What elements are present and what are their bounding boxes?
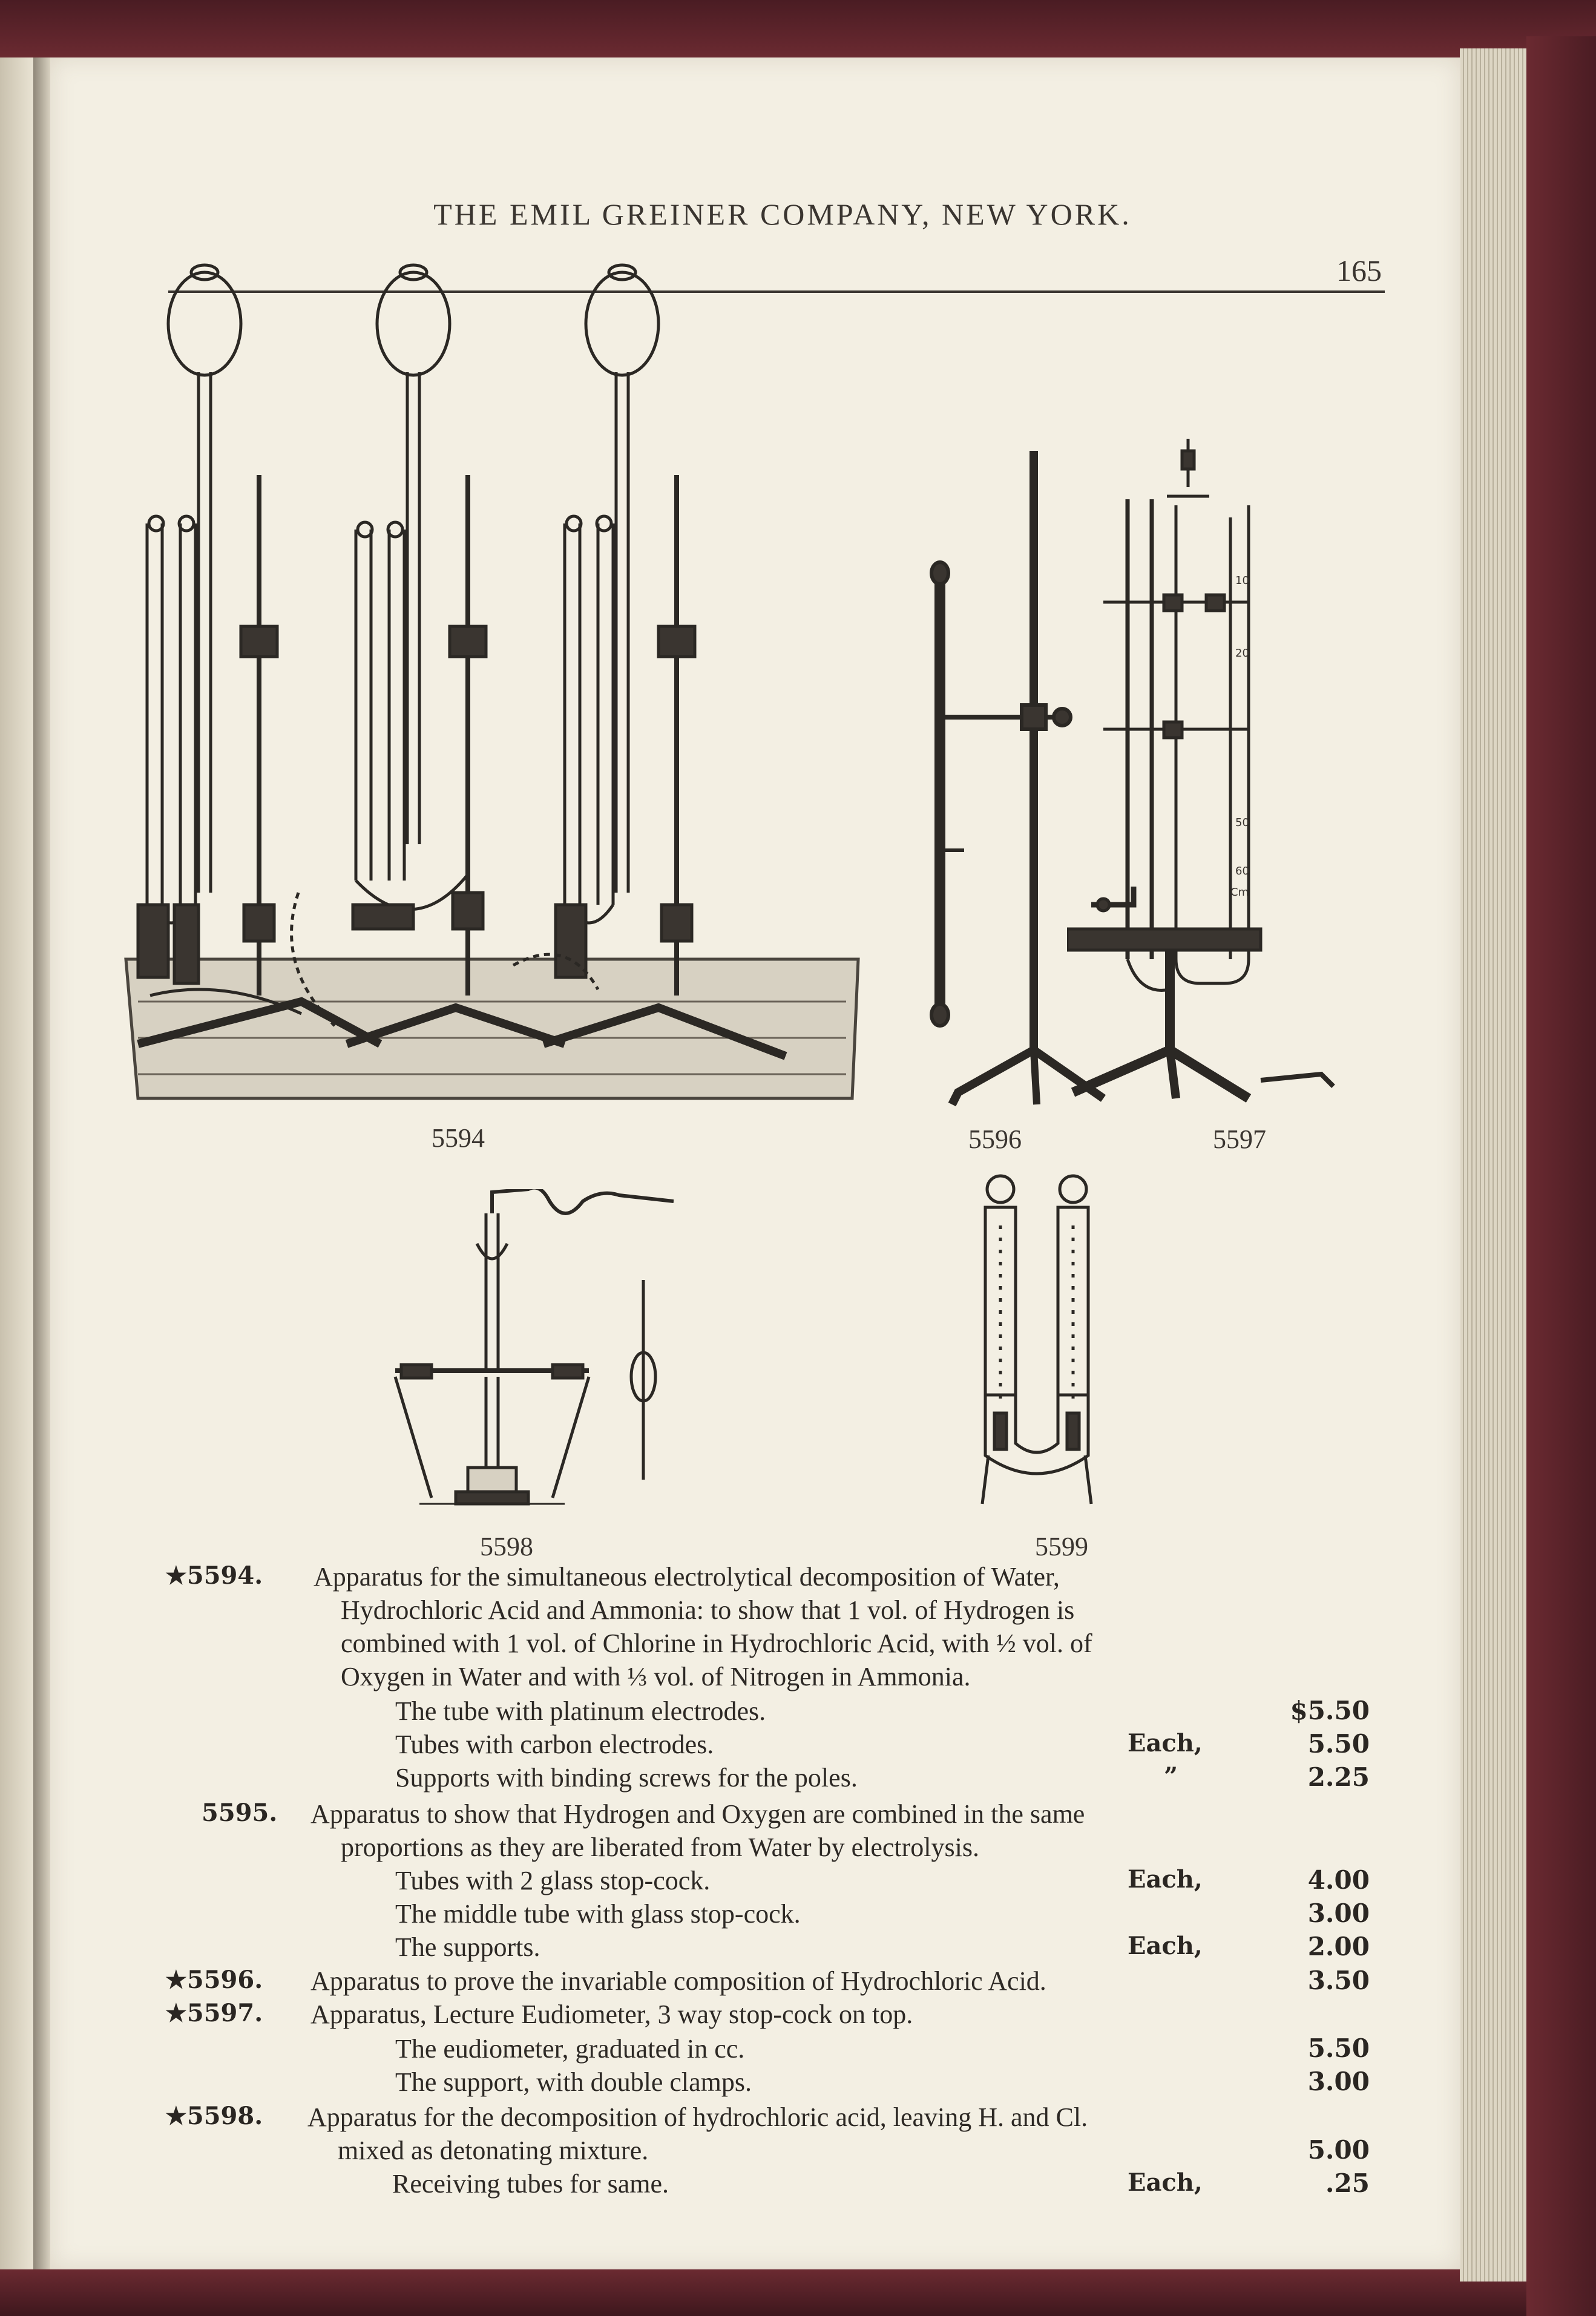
subitem-price: 5.50	[1307, 1729, 1370, 1759]
subitem-each: Each,	[1128, 1932, 1203, 1960]
figure-label-5597: 5597	[1213, 1124, 1266, 1154]
entry-5596-line-1: Apparatus to prove the invariable composition of Hydrochloric Acid.	[310, 1966, 1046, 1996]
subitem-ditto: ”	[1164, 1762, 1178, 1791]
subitem-price: 3.00	[1307, 1898, 1370, 1928]
entry-5595-line-2: proportions as they are liberated from Water by electrolysis.	[341, 1832, 979, 1862]
subitem-text: The eudiometer, graduated in cc.	[395, 2034, 745, 2064]
subitem-each: Each,	[1128, 2168, 1203, 2197]
svg-text:50: 50	[1235, 816, 1249, 829]
subitem-price: 5.50	[1307, 2033, 1370, 2063]
entry-5598-line-1: Apparatus for the decomposition of hydrochloric acid, leaving H. and Cl.	[307, 2102, 1088, 2132]
figure-label-5599: 5599	[1035, 1532, 1088, 1561]
subitem-text: The tube with platinum electrodes.	[395, 1696, 766, 1726]
svg-text:Cm: Cm	[1230, 886, 1249, 899]
svg-text:10: 10	[1235, 574, 1249, 587]
entry-5594-line-4: Oxygen in Water and with ⅓ vol. of Nitrogen in Ammonia.	[341, 1662, 971, 1691]
svg-text:20: 20	[1235, 647, 1249, 660]
subitem-each: Each,	[1128, 1729, 1203, 1757]
running-head: THE EMIL GREINER COMPANY, NEW YORK.	[433, 197, 1132, 231]
entry-5598-price: 5.00	[1307, 2135, 1370, 2165]
entry-5595-line-1: Apparatus to show that Hydrogen and Oxygen are combined in the same	[310, 1799, 1085, 1829]
figure-label-5598: 5598	[480, 1532, 533, 1561]
subitem-price: 4.00	[1307, 1865, 1370, 1895]
subitem-text: Tubes with carbon electrodes.	[395, 1730, 714, 1759]
subitem-text: Receiving tubes for same.	[392, 2169, 669, 2199]
subitem-text: Supports with binding screws for the poles.	[395, 1763, 858, 1793]
item-number-5594: ★5594.	[165, 1561, 263, 1590]
svg-text:60: 60	[1235, 865, 1249, 878]
figure-5598-hcl-decomposition	[347, 1189, 674, 1528]
subitem-price: 2.00	[1307, 1932, 1370, 1961]
subitem-text: The supports.	[395, 1932, 540, 1962]
subitem-each: Each,	[1128, 1865, 1203, 1894]
subitem-price: $5.50	[1290, 1696, 1370, 1725]
item-number-5595: 5595.	[202, 1799, 278, 1827]
subitem-price: .25	[1325, 2168, 1370, 2198]
book-cover-right-edge	[1526, 36, 1596, 2316]
figure-5594-electrolysis-apparatus	[102, 239, 888, 1117]
subitem-price: 3.00	[1307, 2067, 1370, 2096]
page-stack-edges	[1460, 48, 1526, 2282]
book-gutter	[33, 57, 50, 2269]
book-cover-bottom-edge	[0, 2269, 1596, 2316]
entry-5594-line-1: Apparatus for the simultaneous electrolytical decomposition of Water,	[314, 1562, 1060, 1592]
entry-5598-line-2: mixed as detonating mixture.	[338, 2136, 649, 2165]
subitem-text: Tubes with 2 glass stop-cock.	[395, 1866, 711, 1895]
item-number-5598: ★5598.	[165, 2102, 263, 2130]
figure-label-5596: 5596	[968, 1124, 1022, 1154]
entry-5597-line-1: Apparatus, Lecture Eudiometer, 3 way stop-cock on top.	[310, 1999, 913, 2029]
figure-5599-u-tube	[952, 1165, 1121, 1516]
figure-label-5594: 5594	[432, 1123, 485, 1153]
book-cover-top-edge	[0, 0, 1596, 57]
left-page-edge	[0, 57, 33, 2269]
subitem-text: The middle tube with glass stop-cock.	[395, 1899, 801, 1929]
entry-5594-line-3: combined with 1 vol. of Chlorine in Hydrochloric Acid, with ½ vol. of	[341, 1629, 1092, 1658]
subitem-text: The support, with double clamps.	[395, 2067, 752, 2097]
figure-5597-eudiometer	[1067, 427, 1406, 1117]
entry-5594-line-2: Hydrochloric Acid and Ammonia: to show that 1 vol. of Hydrogen is	[341, 1595, 1075, 1625]
item-number-5597: ★5597.	[165, 1999, 263, 2027]
page-number: 165	[1336, 254, 1382, 287]
entry-5596-price: 3.50	[1307, 1966, 1370, 1995]
catalog-page	[50, 57, 1460, 2269]
item-number-5596: ★5596.	[165, 1966, 263, 1994]
subitem-price: 2.25	[1307, 1762, 1370, 1792]
